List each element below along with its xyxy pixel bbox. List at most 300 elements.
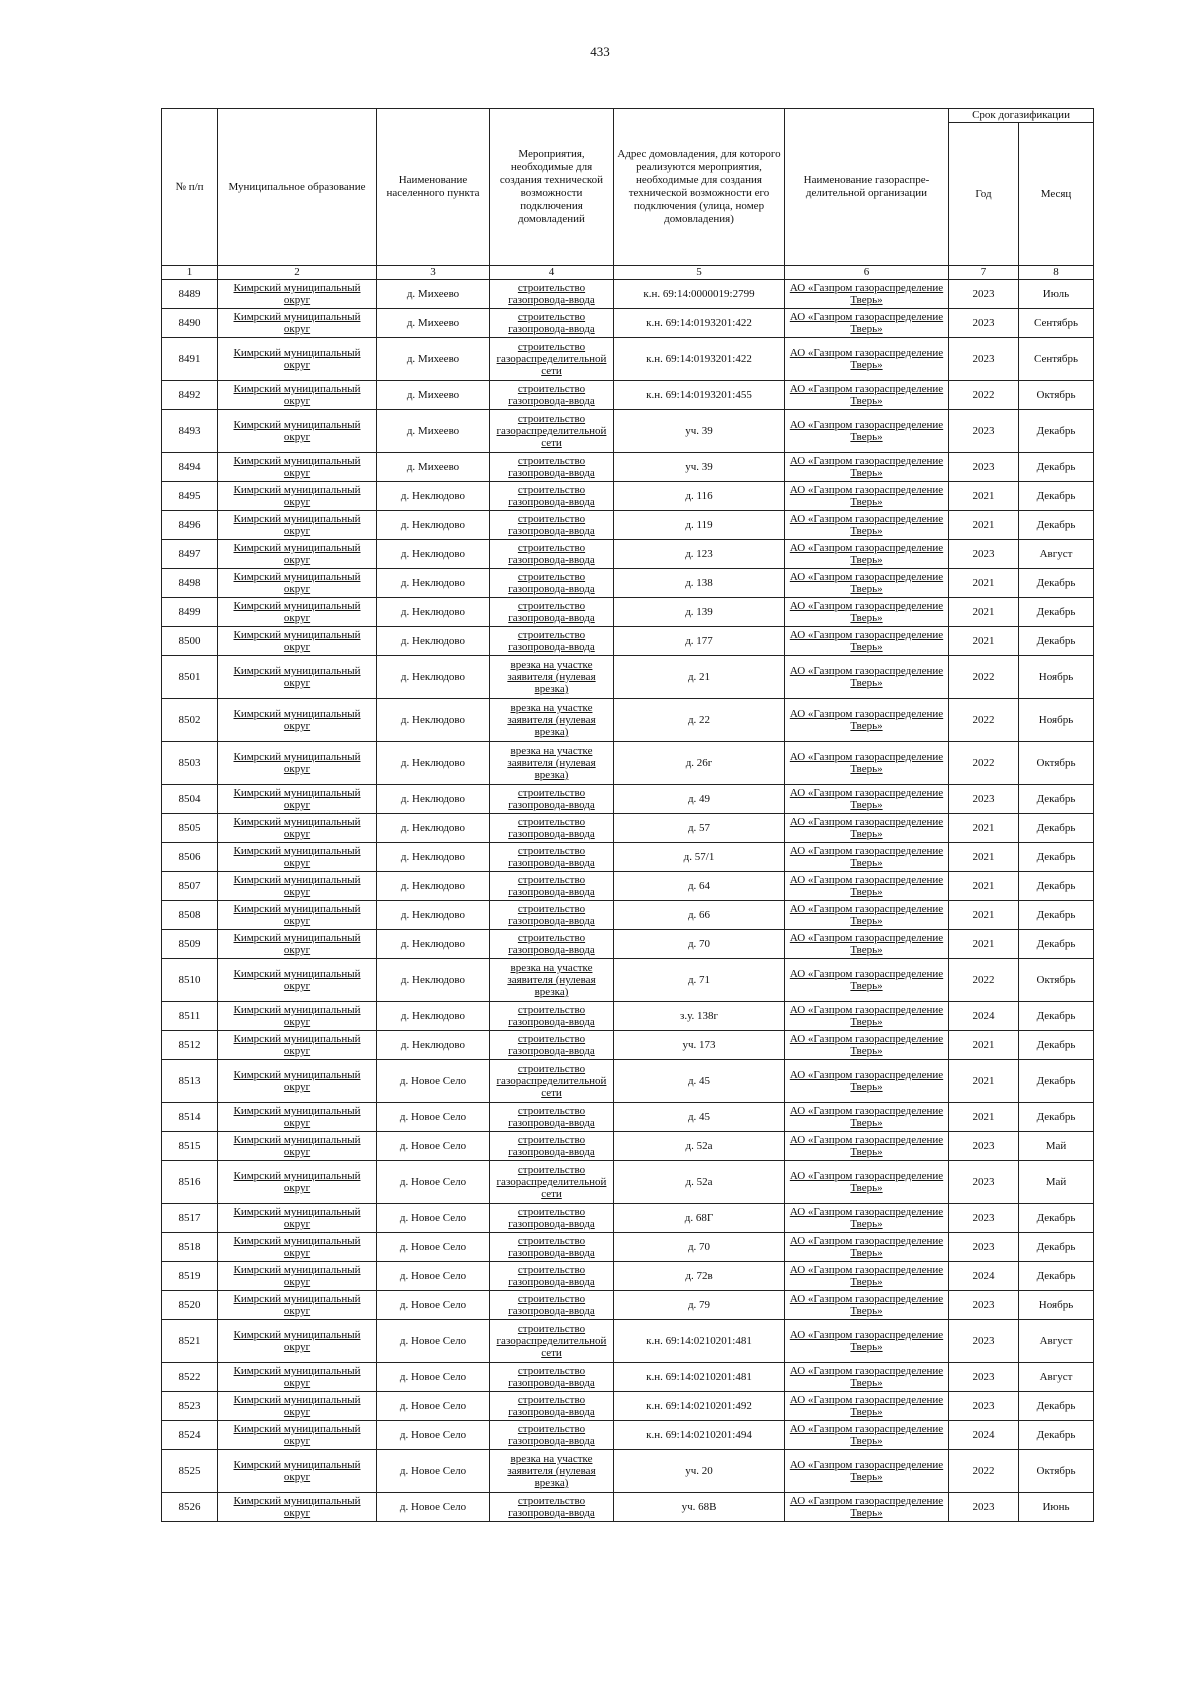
- cell-address: уч. 39: [614, 410, 785, 453]
- table-header: [162, 109, 1094, 280]
- cell-address: д. 45: [614, 1060, 785, 1103]
- cell-gdo: АО «Газпром газораспределение Тверь»: [785, 1161, 949, 1204]
- cell-address: д. 72в: [614, 1262, 785, 1291]
- cell-gdo: АО «Газпром газораспределение Тверь»: [785, 1204, 949, 1233]
- table-row: [162, 1493, 1094, 1522]
- table-row: [162, 699, 1094, 742]
- cell-gdo: АО «Газпром газораспределение Тверь»: [785, 1392, 949, 1421]
- cell-month: Декабрь: [1019, 482, 1094, 511]
- cell-address: к.н. 69:14:0193201:422: [614, 338, 785, 381]
- cell-gdo: АО «Газпром газораспределение Тверь»: [785, 814, 949, 843]
- cell-year: 2021: [949, 482, 1019, 511]
- cell-year: 2023: [949, 540, 1019, 569]
- table-row: [162, 381, 1094, 410]
- cell-municipality: Кимрский муниципальный округ: [218, 569, 377, 598]
- cell-address: д. 68Г: [614, 1204, 785, 1233]
- cell-month: Декабрь: [1019, 1103, 1094, 1132]
- cell-month: Декабрь: [1019, 843, 1094, 872]
- cell-year: 2021: [949, 627, 1019, 656]
- cell-address: д. 123: [614, 540, 785, 569]
- cell-address: к.н. 69:14:0193201:455: [614, 381, 785, 410]
- table-row: [162, 901, 1094, 930]
- cell-settlement: д. Михеево: [377, 410, 490, 453]
- table-row: [162, 930, 1094, 959]
- cell-settlement: д. Неклюдово: [377, 540, 490, 569]
- cell-month: Ноябрь: [1019, 1291, 1094, 1320]
- header-year: Год: [949, 123, 1019, 266]
- cell-year: 2023: [949, 1320, 1019, 1363]
- cell-activity: строительство газопровода-ввода: [490, 1204, 614, 1233]
- cell-settlement: д. Неклюдово: [377, 1031, 490, 1060]
- cell-activity: строительство газопровода-ввода: [490, 843, 614, 872]
- table-row: [162, 410, 1094, 453]
- cell-municipality: Кимрский муниципальный округ: [218, 410, 377, 453]
- cell-year: 2021: [949, 872, 1019, 901]
- cell-activity: строительство газопровода-ввода: [490, 1392, 614, 1421]
- cell-address: д. 177: [614, 627, 785, 656]
- header-activity: Мероприятия, необходимые для создания технической возможности подключения домовладений: [490, 109, 614, 266]
- cell-activity: строительство газопровода-ввода: [490, 1421, 614, 1450]
- cell-activity: строительство газопровода-ввода: [490, 1103, 614, 1132]
- column-number: 5: [614, 266, 785, 280]
- cell-gdo: АО «Газпром газораспределение Тверь»: [785, 1002, 949, 1031]
- cell-month: Сентябрь: [1019, 338, 1094, 381]
- cell-gdo: АО «Газпром газораспределение Тверь»: [785, 872, 949, 901]
- cell-address: д. 139: [614, 598, 785, 627]
- cell-month: Декабрь: [1019, 930, 1094, 959]
- cell-number: 8520: [162, 1291, 218, 1320]
- cell-settlement: д. Неклюдово: [377, 656, 490, 699]
- cell-number: 8515: [162, 1132, 218, 1161]
- table-row: [162, 785, 1094, 814]
- cell-municipality: Кимрский муниципальный округ: [218, 1233, 377, 1262]
- cell-municipality: Кимрский муниципальный округ: [218, 1103, 377, 1132]
- gasification-table: [161, 108, 1094, 1522]
- cell-settlement: д. Неклюдово: [377, 843, 490, 872]
- cell-year: 2023: [949, 1161, 1019, 1204]
- cell-gdo: АО «Газпром газораспределение Тверь»: [785, 381, 949, 410]
- column-number: 6: [785, 266, 949, 280]
- cell-settlement: д. Михеево: [377, 280, 490, 309]
- cell-year: 2023: [949, 1392, 1019, 1421]
- cell-year: 2021: [949, 843, 1019, 872]
- cell-activity: строительство газопровода-ввода: [490, 930, 614, 959]
- cell-activity: строительство газораспределительной сети: [490, 1060, 614, 1103]
- cell-activity: строительство газопровода-ввода: [490, 280, 614, 309]
- table-row: [162, 1060, 1094, 1103]
- cell-address: д. 52а: [614, 1132, 785, 1161]
- header-settlement: Наименование населенного пункта: [377, 109, 490, 266]
- cell-number: 8502: [162, 699, 218, 742]
- cell-year: 2021: [949, 1103, 1019, 1132]
- cell-municipality: Кимрский муниципальный округ: [218, 1204, 377, 1233]
- cell-month: Декабрь: [1019, 1262, 1094, 1291]
- cell-number: 8507: [162, 872, 218, 901]
- cell-gdo: АО «Газпром газораспределение Тверь»: [785, 540, 949, 569]
- cell-month: Декабрь: [1019, 1204, 1094, 1233]
- cell-year: 2022: [949, 656, 1019, 699]
- cell-settlement: д. Неклюдово: [377, 627, 490, 656]
- cell-settlement: д. Новое Село: [377, 1363, 490, 1392]
- cell-number: 8510: [162, 959, 218, 1002]
- cell-settlement: д. Новое Село: [377, 1103, 490, 1132]
- table-row: [162, 1320, 1094, 1363]
- cell-municipality: Кимрский муниципальный округ: [218, 901, 377, 930]
- cell-month: Декабрь: [1019, 627, 1094, 656]
- cell-gdo: АО «Газпром газораспределение Тверь»: [785, 1291, 949, 1320]
- cell-address: д. 70: [614, 930, 785, 959]
- cell-activity: строительство газораспределительной сети: [490, 410, 614, 453]
- cell-year: 2021: [949, 901, 1019, 930]
- cell-gdo: АО «Газпром газораспределение Тверь»: [785, 1493, 949, 1522]
- cell-month: Декабрь: [1019, 872, 1094, 901]
- header-municipality: Муниципальное образование: [218, 109, 377, 266]
- cell-month: Май: [1019, 1161, 1094, 1204]
- cell-settlement: д. Новое Село: [377, 1421, 490, 1450]
- cell-activity: строительство газопровода-ввода: [490, 1233, 614, 1262]
- table-row: [162, 1103, 1094, 1132]
- cell-municipality: Кимрский муниципальный округ: [218, 959, 377, 1002]
- cell-number: 8503: [162, 742, 218, 785]
- cell-municipality: Кимрский муниципальный округ: [218, 1493, 377, 1522]
- cell-month: Октябрь: [1019, 381, 1094, 410]
- cell-settlement: д. Неклюдово: [377, 511, 490, 540]
- table-row: [162, 511, 1094, 540]
- cell-activity: строительство газопровода-ввода: [490, 309, 614, 338]
- cell-address: д. 79: [614, 1291, 785, 1320]
- cell-month: Октябрь: [1019, 959, 1094, 1002]
- cell-number: 8523: [162, 1392, 218, 1421]
- cell-number: 8506: [162, 843, 218, 872]
- table-body: [162, 280, 1094, 1522]
- column-number: 2: [218, 266, 377, 280]
- cell-gdo: АО «Газпром газораспределение Тверь»: [785, 1132, 949, 1161]
- cell-activity: строительство газопровода-ввода: [490, 814, 614, 843]
- gasification-table-container: [161, 108, 1093, 1522]
- cell-settlement: д. Новое Село: [377, 1161, 490, 1204]
- cell-month: Декабрь: [1019, 569, 1094, 598]
- cell-number: 8524: [162, 1421, 218, 1450]
- cell-activity: строительство газораспределительной сети: [490, 1161, 614, 1204]
- cell-settlement: д. Неклюдово: [377, 814, 490, 843]
- cell-municipality: Кимрский муниципальный округ: [218, 511, 377, 540]
- cell-settlement: д. Михеево: [377, 338, 490, 381]
- cell-gdo: АО «Газпром газораспределение Тверь»: [785, 482, 949, 511]
- cell-year: 2024: [949, 1002, 1019, 1031]
- cell-number: 8516: [162, 1161, 218, 1204]
- cell-activity: врезка на участке заявителя (нулевая врезка): [490, 959, 614, 1002]
- cell-year: 2023: [949, 1233, 1019, 1262]
- cell-address: уч. 39: [614, 453, 785, 482]
- table-row: [162, 1161, 1094, 1204]
- cell-municipality: Кимрский муниципальный округ: [218, 872, 377, 901]
- column-number: 3: [377, 266, 490, 280]
- cell-municipality: Кимрский муниципальный округ: [218, 1450, 377, 1493]
- cell-activity: строительство газопровода-ввода: [490, 1002, 614, 1031]
- cell-settlement: д. Новое Село: [377, 1262, 490, 1291]
- cell-activity: строительство газопровода-ввода: [490, 1262, 614, 1291]
- cell-month: Декабрь: [1019, 785, 1094, 814]
- table-row: [162, 1233, 1094, 1262]
- table-row: [162, 309, 1094, 338]
- cell-municipality: Кимрский муниципальный округ: [218, 280, 377, 309]
- cell-address: уч. 20: [614, 1450, 785, 1493]
- cell-settlement: д. Неклюдово: [377, 959, 490, 1002]
- cell-settlement: д. Неклюдово: [377, 742, 490, 785]
- cell-settlement: д. Неклюдово: [377, 699, 490, 742]
- cell-year: 2023: [949, 280, 1019, 309]
- cell-address: д. 45: [614, 1103, 785, 1132]
- cell-activity: строительство газопровода-ввода: [490, 1363, 614, 1392]
- cell-settlement: д. Неклюдово: [377, 872, 490, 901]
- cell-year: 2023: [949, 785, 1019, 814]
- cell-number: 8517: [162, 1204, 218, 1233]
- cell-month: Декабрь: [1019, 1233, 1094, 1262]
- cell-municipality: Кимрский муниципальный округ: [218, 1031, 377, 1060]
- table-row: [162, 627, 1094, 656]
- cell-year: 2023: [949, 453, 1019, 482]
- cell-month: Декабрь: [1019, 814, 1094, 843]
- cell-settlement: д. Неклюдово: [377, 482, 490, 511]
- cell-month: Декабрь: [1019, 598, 1094, 627]
- cell-address: уч. 68В: [614, 1493, 785, 1522]
- cell-address: к.н. 69:14:0000019:2799: [614, 280, 785, 309]
- cell-settlement: д. Неклюдово: [377, 930, 490, 959]
- cell-municipality: Кимрский муниципальный округ: [218, 381, 377, 410]
- cell-address: к.н. 69:14:0210201:481: [614, 1363, 785, 1392]
- cell-address: д. 49: [614, 785, 785, 814]
- cell-municipality: Кимрский муниципальный округ: [218, 814, 377, 843]
- cell-gdo: АО «Газпром газораспределение Тверь»: [785, 1320, 949, 1363]
- cell-activity: строительство газопровода-ввода: [490, 785, 614, 814]
- cell-year: 2021: [949, 1060, 1019, 1103]
- cell-year: 2023: [949, 1132, 1019, 1161]
- cell-activity: строительство газопровода-ввода: [490, 540, 614, 569]
- cell-activity: врезка на участке заявителя (нулевая врезка): [490, 742, 614, 785]
- header-month: Месяц: [1019, 123, 1094, 266]
- cell-year: 2021: [949, 814, 1019, 843]
- cell-gdo: АО «Газпром газораспределение Тверь»: [785, 1262, 949, 1291]
- cell-settlement: д. Михеево: [377, 453, 490, 482]
- cell-municipality: Кимрский муниципальный округ: [218, 1421, 377, 1450]
- cell-activity: строительство газораспределительной сети: [490, 338, 614, 381]
- cell-gdo: АО «Газпром газораспределение Тверь»: [785, 843, 949, 872]
- cell-address: к.н. 69:14:0193201:422: [614, 309, 785, 338]
- cell-municipality: Кимрский муниципальный округ: [218, 742, 377, 785]
- cell-settlement: д. Новое Село: [377, 1204, 490, 1233]
- cell-activity: строительство газопровода-ввода: [490, 1031, 614, 1060]
- cell-gdo: АО «Газпром газораспределение Тверь»: [785, 1450, 949, 1493]
- cell-month: Июль: [1019, 280, 1094, 309]
- cell-gdo: АО «Газпром газораспределение Тверь»: [785, 338, 949, 381]
- cell-year: 2023: [949, 1291, 1019, 1320]
- table-row: [162, 1262, 1094, 1291]
- cell-activity: строительство газопровода-ввода: [490, 1493, 614, 1522]
- table-row: [162, 598, 1094, 627]
- cell-municipality: Кимрский муниципальный округ: [218, 540, 377, 569]
- cell-address: д. 66: [614, 901, 785, 930]
- cell-gdo: АО «Газпром газораспределение Тверь»: [785, 901, 949, 930]
- cell-activity: строительство газопровода-ввода: [490, 901, 614, 930]
- cell-activity: строительство газопровода-ввода: [490, 511, 614, 540]
- table-row: [162, 843, 1094, 872]
- cell-year: 2021: [949, 569, 1019, 598]
- header-gdo: Наименование газораспре-делительной организации: [785, 109, 949, 266]
- table-row: [162, 1002, 1094, 1031]
- cell-year: 2022: [949, 699, 1019, 742]
- cell-month: Декабрь: [1019, 1060, 1094, 1103]
- cell-number: 8501: [162, 656, 218, 699]
- cell-number: 8491: [162, 338, 218, 381]
- cell-gdo: АО «Газпром газораспределение Тверь»: [785, 280, 949, 309]
- cell-month: Декабрь: [1019, 1002, 1094, 1031]
- cell-municipality: Кимрский муниципальный округ: [218, 1002, 377, 1031]
- cell-number: 8526: [162, 1493, 218, 1522]
- cell-year: 2024: [949, 1421, 1019, 1450]
- cell-settlement: д. Михеево: [377, 309, 490, 338]
- table-row: [162, 1132, 1094, 1161]
- table-row: [162, 814, 1094, 843]
- cell-year: 2021: [949, 1031, 1019, 1060]
- cell-settlement: д. Новое Село: [377, 1320, 490, 1363]
- cell-municipality: Кимрский муниципальный округ: [218, 1363, 377, 1392]
- cell-address: д. 71: [614, 959, 785, 1002]
- table-row: [162, 1363, 1094, 1392]
- table-row: [162, 453, 1094, 482]
- cell-gdo: АО «Газпром газораспределение Тверь»: [785, 453, 949, 482]
- cell-number: 8518: [162, 1233, 218, 1262]
- table-row: [162, 1204, 1094, 1233]
- cell-number: 8514: [162, 1103, 218, 1132]
- cell-number: 8521: [162, 1320, 218, 1363]
- cell-municipality: Кимрский муниципальный округ: [218, 785, 377, 814]
- cell-municipality: Кимрский муниципальный округ: [218, 656, 377, 699]
- cell-settlement: д. Новое Село: [377, 1493, 490, 1522]
- column-number: 4: [490, 266, 614, 280]
- cell-number: 8496: [162, 511, 218, 540]
- cell-municipality: Кимрский муниципальный округ: [218, 598, 377, 627]
- cell-municipality: Кимрский муниципальный округ: [218, 699, 377, 742]
- table-row: [162, 569, 1094, 598]
- cell-month: Август: [1019, 1320, 1094, 1363]
- header-deadline: Срок догазификации: [949, 109, 1094, 123]
- cell-gdo: АО «Газпром газораспределение Тверь»: [785, 1031, 949, 1060]
- cell-month: Декабрь: [1019, 1031, 1094, 1060]
- cell-activity: врезка на участке заявителя (нулевая врезка): [490, 1450, 614, 1493]
- cell-gdo: АО «Газпром газораспределение Тверь»: [785, 1363, 949, 1392]
- cell-activity: строительство газопровода-ввода: [490, 627, 614, 656]
- cell-number: 8509: [162, 930, 218, 959]
- cell-address: к.н. 69:14:0210201:481: [614, 1320, 785, 1363]
- table-row: [162, 540, 1094, 569]
- table-row: [162, 1421, 1094, 1450]
- cell-number: 8519: [162, 1262, 218, 1291]
- cell-activity: строительство газопровода-ввода: [490, 569, 614, 598]
- cell-month: Декабрь: [1019, 1421, 1094, 1450]
- cell-number: 8522: [162, 1363, 218, 1392]
- cell-month: Июнь: [1019, 1493, 1094, 1522]
- cell-gdo: АО «Газпром газораспределение Тверь»: [785, 699, 949, 742]
- cell-municipality: Кимрский муниципальный округ: [218, 309, 377, 338]
- cell-number: 8512: [162, 1031, 218, 1060]
- table-row: [162, 656, 1094, 699]
- cell-year: 2022: [949, 1450, 1019, 1493]
- cell-year: 2023: [949, 1363, 1019, 1392]
- table-row: [162, 1450, 1094, 1493]
- table-row: [162, 959, 1094, 1002]
- cell-municipality: Кимрский муниципальный округ: [218, 1291, 377, 1320]
- cell-address: д. 119: [614, 511, 785, 540]
- cell-month: Август: [1019, 540, 1094, 569]
- cell-settlement: д. Неклюдово: [377, 1002, 490, 1031]
- cell-month: Декабрь: [1019, 511, 1094, 540]
- cell-number: 8500: [162, 627, 218, 656]
- cell-number: 8493: [162, 410, 218, 453]
- column-number: 8: [1019, 266, 1094, 280]
- cell-address: д. 21: [614, 656, 785, 699]
- cell-settlement: д. Неклюдово: [377, 785, 490, 814]
- cell-year: 2022: [949, 381, 1019, 410]
- cell-month: Май: [1019, 1132, 1094, 1161]
- cell-municipality: Кимрский муниципальный округ: [218, 1132, 377, 1161]
- cell-number: 8525: [162, 1450, 218, 1493]
- cell-number: 8492: [162, 381, 218, 410]
- cell-activity: строительство газопровода-ввода: [490, 598, 614, 627]
- cell-gdo: АО «Газпром газораспределение Тверь»: [785, 1421, 949, 1450]
- cell-settlement: д. Новое Село: [377, 1132, 490, 1161]
- cell-address: д. 138: [614, 569, 785, 598]
- cell-municipality: Кимрский муниципальный округ: [218, 1392, 377, 1421]
- cell-gdo: АО «Газпром газораспределение Тверь»: [785, 1060, 949, 1103]
- cell-address: уч. 173: [614, 1031, 785, 1060]
- cell-gdo: АО «Газпром газораспределение Тверь»: [785, 785, 949, 814]
- cell-gdo: АО «Газпром газораспределение Тверь»: [785, 309, 949, 338]
- cell-month: Декабрь: [1019, 453, 1094, 482]
- table-row: [162, 742, 1094, 785]
- table-row: [162, 482, 1094, 511]
- cell-gdo: АО «Газпром газораспределение Тверь»: [785, 410, 949, 453]
- cell-year: 2021: [949, 511, 1019, 540]
- cell-gdo: АО «Газпром газораспределение Тверь»: [785, 627, 949, 656]
- cell-number: 8505: [162, 814, 218, 843]
- cell-number: 8508: [162, 901, 218, 930]
- cell-month: Сентябрь: [1019, 309, 1094, 338]
- cell-activity: строительство газораспределительной сети: [490, 1320, 614, 1363]
- cell-activity: строительство газопровода-ввода: [490, 1132, 614, 1161]
- cell-municipality: Кимрский муниципальный округ: [218, 1161, 377, 1204]
- cell-settlement: д. Новое Село: [377, 1060, 490, 1103]
- cell-year: 2023: [949, 309, 1019, 338]
- table-row: [162, 1031, 1094, 1060]
- cell-number: 8504: [162, 785, 218, 814]
- cell-number: 8495: [162, 482, 218, 511]
- column-numbers-row: [162, 266, 1094, 280]
- table-row: [162, 1291, 1094, 1320]
- cell-activity: строительство газопровода-ввода: [490, 482, 614, 511]
- table-row: [162, 280, 1094, 309]
- cell-address: к.н. 69:14:0210201:494: [614, 1421, 785, 1450]
- cell-gdo: АО «Газпром газораспределение Тверь»: [785, 930, 949, 959]
- cell-number: 8513: [162, 1060, 218, 1103]
- cell-address: д. 57/1: [614, 843, 785, 872]
- cell-address: к.н. 69:14:0210201:492: [614, 1392, 785, 1421]
- cell-year: 2021: [949, 930, 1019, 959]
- cell-month: Август: [1019, 1363, 1094, 1392]
- cell-month: Декабрь: [1019, 410, 1094, 453]
- cell-month: Декабрь: [1019, 901, 1094, 930]
- header-no: № п/п: [162, 109, 218, 266]
- cell-activity: строительство газопровода-ввода: [490, 872, 614, 901]
